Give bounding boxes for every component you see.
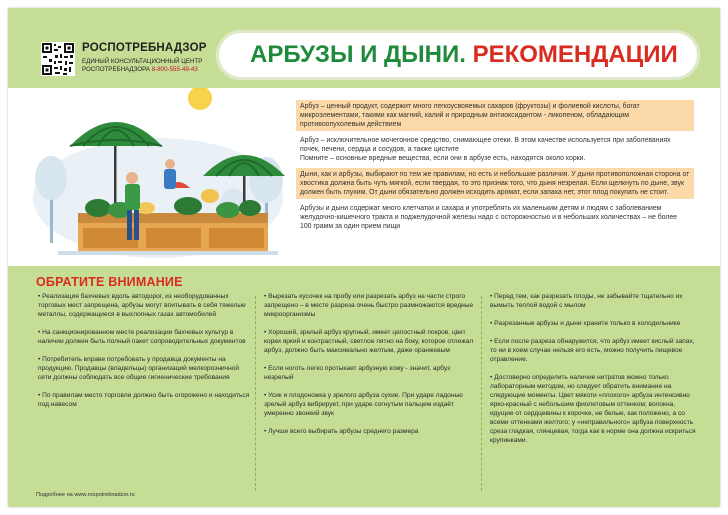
list-item: • По правилам место торговли должно быть огорожено и находиться под навесом [38, 392, 250, 408]
page-title [250, 41, 678, 69]
list-item: • Достоверно определить наличие нитратов можно только лабораторным методом, но следует обратить внимание на следующие моменты. Цвет мякоти «плохого» арбуза интенсивно ярко-красный с небольшим фиолетовым оттенком; волокна, идущие от сердцевины к корочке, не белые, как положено, а со всеми оттенками желтого; у «неправильного» арбуза поверхность среза гладкая, глянцевая, тогда как в норме она должна искриться крупинками. [490, 374, 696, 444]
list-item: • Хороший, зрелый арбуз крупный, имеет целостный покров, цвет корки яркий и контрастный, светлое пятно на боку, которое отлежал арбуз, должно быть максимально желтым, даже оранжевым [264, 329, 474, 354]
list-item: • Если ноготь легко протыкает арбузную кожу - значит, арбуз незрелый [264, 365, 451, 381]
melon-stall-illustration [28, 88, 298, 266]
info-item: Арбуз – ценный продукт, содержит много легкоусвояемых сахаров (фруктозы) и фолиевой кислоты, богат микроэлементами, такими как магний, калий и природным антиоксидантом - ликопеном, обладающим противоопухолевым действием [296, 100, 694, 131]
title-green-part: АРБУЗЫ И ДЫНИ. [250, 41, 466, 68]
list-item: • Усик и плодоножка у зрелого арбуза сухие. При ударе ладонью зрелый арбуз вибрирует, при ударе согнутым пальцем издаёт умеренно звонкий звук [264, 392, 463, 417]
column-divider [255, 296, 256, 491]
footer-link[interactable]: Подробнее на www.rospotrebnadzor.ru [36, 492, 135, 498]
info-list [296, 100, 694, 236]
brand-sub-line2: РОСПОТРЕБНАДЗОРА [82, 65, 150, 73]
qr-code-icon [41, 42, 75, 76]
info-item-note: Помните – основные вредные вещества, если они в арбузе есть, находятся около корки. [300, 155, 586, 162]
brand-name: РОСПОТРЕБНАДЗОР [82, 42, 207, 54]
column-divider [481, 296, 482, 491]
info-item [296, 134, 694, 165]
list-item: • Перед тем, как разрезать плоды, не забывайте тщательно их вымыть теплой водой с мылом [490, 293, 683, 309]
info-band [8, 88, 720, 266]
brand-phone: 8-800-555-49-43 [151, 65, 198, 73]
list-item: • На санкционированном месте реализации бахчевых культур в наличии должен быть полный пакет сопроводительных документов [38, 329, 246, 345]
title-red-part: РЕКОМЕНДАЦИИ [472, 41, 678, 68]
info-item: Дыни, как и арбузы, выбирают по тем же правилам, но есть и небольшие различия. У дыни противоположная сторона от хвостика должна быть чуть мягкой, если твердая, то это признак того, что дыня незрелая. Если щелкнуть по дыне, звук должен быть глухим. От дыни обязательно должен исходить аромат, если запаха нет, этот плод покупать не стоит. [296, 168, 694, 199]
attention-column-1 [38, 292, 250, 418]
brand-sub-line1: ЕДИНЫЙ КОНСУЛЬТАЦИОННЫЙ ЦЕНТР [82, 58, 203, 65]
info-item-text: Арбуз – исключительное мочегонное средство, снимающее отеки. В этом качестве используется при заболеваниях почек, печени, сердца и сосудов, а также цистите [300, 137, 671, 153]
brand-subtitle [82, 58, 202, 73]
info-item: Арбузы и дыни содержат много клетчатки и сахара и употреблять их маленьким детям и людям с заболеванием желудочно-кишечного тракта и поджелудочной железы надо с осторожностью и в небольших количествах – не более 100 грамм за один прием пищи [296, 202, 694, 233]
attention-heading: ОБРАТИТЕ ВНИМАНИЕ [36, 275, 183, 289]
list-item: • Если после разреза обнаружится, что арбуз имеет кислый запах, то ни в коем случае нельзя его есть, можно получить пищевое отравление. [490, 338, 695, 363]
attention-column-2 [264, 292, 476, 445]
poster [8, 8, 720, 507]
list-item: • Потребитель вправе потребовать у продавца документы на продукцию. Продавцы (владельцы) организаций мелкорозничной сети должны соблюдать все общие гигиенические требования [38, 356, 240, 381]
brand-block [41, 42, 241, 86]
attention-column-3 [490, 292, 700, 454]
list-item: • Разрезанные арбузы и дыни храните только в холодильнике [490, 320, 681, 327]
list-item: • Вырезать кусочек на пробу или разрезать арбуз на части строго запрещено – в месте разреза очень быстро размножаются вредные микроорганизмы [264, 293, 474, 318]
title-banner [216, 30, 700, 80]
list-item: • Лучше всего выбирать арбузы среднего размера [264, 428, 419, 435]
list-item: • Реализация бахчевых вдоль автодорог, из необорудованных торговых мест запрещена, арбузы могут впитывать в себя тяжелые металлы, содержащиеся в выхлопных газах автомобилей [38, 293, 246, 318]
